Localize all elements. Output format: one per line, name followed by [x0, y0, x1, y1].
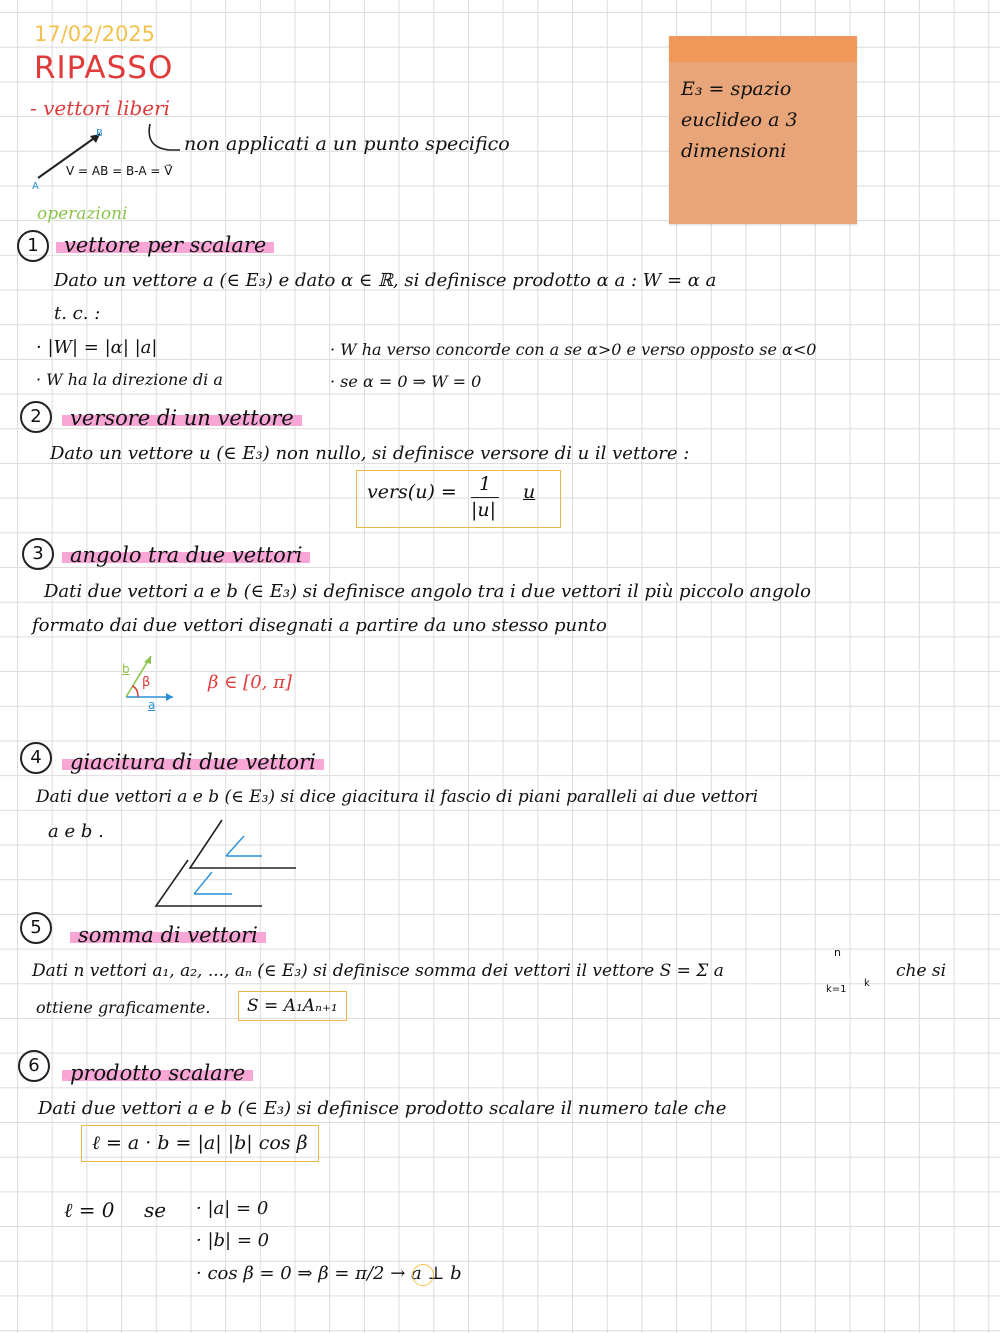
vector-b-line	[226, 836, 244, 856]
section-5-line1-end: che si	[896, 961, 947, 981]
section-title-2: versore di un vettore	[62, 408, 302, 428]
angle-label-b: b	[122, 662, 130, 676]
sum-bottom: k=1	[826, 984, 847, 995]
section-1-bullet2: · W ha la direzione di a	[36, 370, 223, 389]
section-number-2: 2	[20, 401, 52, 433]
plane-2	[156, 860, 262, 906]
condition-3: · cos β = 0 ⇒ β = π/2 → a ⊥ b	[196, 1263, 462, 1284]
section-title-6: prodotto scalare	[62, 1063, 253, 1083]
versor-formula-num: 1	[479, 473, 492, 495]
operations-label: operazioni	[37, 204, 128, 224]
vector-diagram	[30, 118, 200, 198]
section-1-line1: Dato un vettore a (∈ E₃) e dato α ∈ ℝ, si definisce prodotto α a : W = α a	[54, 270, 717, 291]
condition-2: · |b| = 0	[196, 1230, 270, 1251]
point-a-label: A	[32, 181, 39, 192]
scalar-product-boxed-formula: ℓ = a · b = |a| |b| cos β	[81, 1125, 319, 1162]
versor-formula-box	[356, 470, 561, 528]
date: 17/02/2025	[34, 22, 156, 46]
section-3-line2: formato dai due vettori disegnati a partire da uno stesso punto	[32, 615, 607, 636]
condition-1: · |a| = 0	[196, 1198, 269, 1219]
condition-se: se	[144, 1198, 167, 1222]
section-1-bullet1: · |W| = |α| |a|	[36, 337, 158, 358]
angle-label-a: a	[148, 698, 156, 712]
planes-diagram	[150, 818, 300, 910]
fraction-bar	[471, 497, 499, 498]
section-1-bullet4: · se α = 0 ⇒ W = 0	[330, 372, 482, 391]
section-2-line1: Dato un vettore u (∈ E₃) non nullo, si definisce versore di u il vettore :	[50, 443, 690, 464]
angle-range: β ∈ [0, π]	[208, 672, 292, 693]
section-number-4: 4	[20, 742, 52, 774]
section-number-5: 5	[20, 912, 52, 944]
section-title-5: somma di vettori	[70, 925, 266, 945]
condition-left: ℓ = 0	[64, 1198, 115, 1222]
versor-formula-den: |u|	[471, 499, 497, 521]
section-1-bullet3: · W ha verso concorde con a se α>0 e verso opposto se α<0	[330, 340, 817, 359]
sticky-note-text: E₃ = spazio euclideo a 3 dimensioni	[681, 78, 798, 162]
point-b-label: B	[96, 128, 103, 139]
section-3-line1: Dati due vettori a e b (∈ E₃) si definisce angolo tra i due vettori il più piccolo angolo	[44, 581, 811, 602]
sticky-note-top	[669, 36, 857, 62]
vector-definition: V = AB = B-A = V⃗	[66, 164, 173, 178]
section-6-line1: Dati due vettori a e b (∈ E₃) si definisce prodotto scalare il numero tale che	[38, 1098, 727, 1119]
section-1-line2: t. c. :	[54, 303, 101, 324]
arrow-note: non applicati a un punto specifico	[184, 133, 510, 155]
section-title-3: angolo tra due vettori	[62, 545, 310, 565]
section-title-1: vettore per scalare	[56, 235, 274, 255]
versor-formula-right: u	[523, 481, 536, 503]
sticky-note	[669, 36, 857, 224]
arrowhead-icon	[144, 656, 151, 664]
section-number-1: 1	[17, 230, 49, 262]
plane-1	[190, 820, 296, 868]
sum-boxed-formula: S = A₁Aₙ₊₁	[238, 991, 347, 1021]
curved-arrow	[149, 124, 180, 150]
page-title: RIPASSO	[34, 50, 174, 86]
section-5-line1: Dati n vettori a₁, a₂, ..., aₙ (∈ E₃) si definisce somma dei vettori il vettore S = Σ a	[32, 961, 724, 981]
section-title-4: giacitura di due vettori	[62, 752, 324, 772]
sum-top: n	[834, 946, 841, 959]
section-4-line1: Dati due vettori a e b (∈ E₃) si dice giacitura il fascio di piani paralleli ai due vettori	[36, 787, 759, 807]
angle-label-beta: β	[142, 675, 151, 690]
section-5-line2: ottiene graficamente.	[36, 998, 211, 1017]
perpendicular-circle-mark	[412, 1264, 434, 1286]
sum-index: k	[864, 978, 870, 989]
section-number-3: 3	[22, 538, 54, 570]
angle-arc	[132, 686, 138, 697]
arrowhead-icon	[166, 693, 173, 701]
section-number-6: 6	[18, 1050, 50, 1082]
section-4-line2: a e b .	[48, 821, 104, 842]
versor-formula-left: vers(u) =	[367, 481, 457, 503]
vector-b-line	[194, 872, 212, 894]
subtitle: - vettori liberi	[30, 96, 171, 120]
